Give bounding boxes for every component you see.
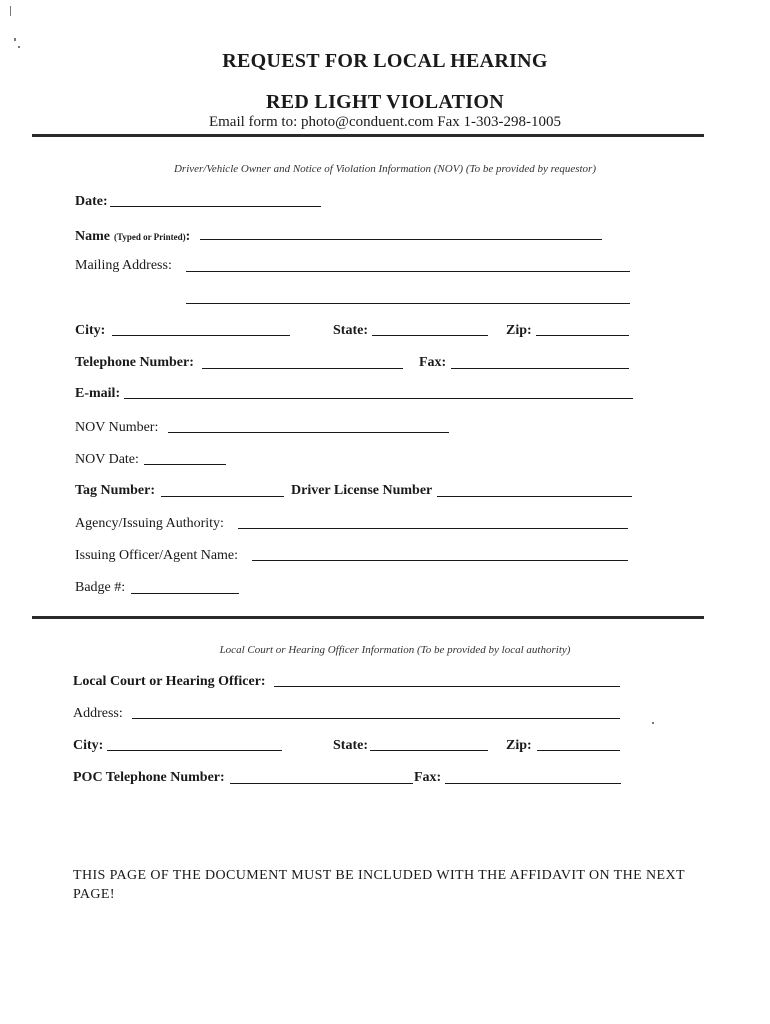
nov-date-label: NOV Date: (75, 452, 139, 467)
section-divider (32, 134, 704, 137)
driver-license-label: Driver License Number (291, 483, 433, 498)
mailing-address-field[interactable] (186, 271, 630, 272)
badge-field[interactable] (131, 593, 239, 594)
email-field[interactable] (124, 398, 633, 399)
court-fax-field[interactable] (445, 783, 621, 784)
state-field[interactable] (372, 335, 488, 336)
contact-line: Email form to: photo@conduent.com Fax 1-303-298-1005 (208, 114, 562, 130)
zip-field[interactable] (536, 335, 629, 336)
name-colon: : (185, 229, 191, 244)
nov-date-field[interactable] (144, 464, 226, 465)
court-state-field[interactable] (370, 750, 488, 751)
date-label: Date: (75, 194, 108, 209)
nov-number-field[interactable] (168, 432, 449, 433)
notice-text: THIS PAGE OF THE DOCUMENT MUST BE INCLUDED WITH THE AFFIDAVIT ON THE NEXT PAGE! (73, 868, 685, 902)
court-label: Local Court or Hearing Officer: (73, 674, 266, 689)
court-field[interactable] (274, 686, 620, 687)
issuing-officer-field[interactable] (252, 560, 628, 561)
badge-label: Badge #: (75, 580, 126, 595)
date-field[interactable] (110, 206, 321, 207)
city-field[interactable] (112, 335, 290, 336)
tag-number-field[interactable] (161, 496, 284, 497)
court-city-label: City: (73, 738, 104, 753)
court-zip-label: Zip: (506, 738, 532, 753)
name-field[interactable] (200, 239, 602, 240)
scan-speck (10, 6, 11, 16)
telephone-label: Telephone Number: (75, 355, 194, 370)
fax-label: Fax: (419, 355, 447, 370)
agency-field[interactable] (238, 528, 628, 529)
tag-number-label: Tag Number: (75, 483, 155, 498)
fax-field[interactable] (451, 368, 629, 369)
court-city-field[interactable] (107, 750, 282, 751)
issuing-officer-label: Issuing Officer/Agent Name: (75, 548, 239, 563)
court-state-label: State: (333, 738, 368, 753)
name-label: Name (75, 229, 110, 244)
name-label-group (75, 227, 190, 245)
scan-speck (652, 722, 654, 724)
poc-telephone-field[interactable] (230, 783, 413, 784)
telephone-field[interactable] (202, 368, 403, 369)
section1-heading: Driver/Vehicle Owner and Notice of Violation Information (NOV) (To be provided by requestor) (173, 163, 596, 175)
name-note: (Typed or Printed) (114, 232, 186, 242)
scan-speck (14, 38, 16, 41)
agency-label: Agency/Issuing Authority: (75, 516, 224, 531)
court-zip-field[interactable] (537, 750, 620, 751)
city-label: City: (75, 323, 106, 338)
court-fax-label: Fax: (414, 770, 442, 785)
nov-number-label: NOV Number: (75, 420, 159, 435)
section2-heading: Local Court or Hearing Officer Information (To be provided by local authority) (219, 644, 571, 656)
scan-speck (18, 46, 20, 48)
email-label: E-mail: (75, 386, 121, 401)
mailing-address-field-2[interactable] (186, 303, 630, 304)
driver-license-field[interactable] (437, 496, 632, 497)
zip-label: Zip: (506, 323, 532, 338)
section-divider (32, 616, 704, 619)
poc-telephone-label: POC Telephone Number: (73, 770, 225, 785)
state-label: State: (333, 323, 368, 338)
address-field[interactable] (132, 718, 620, 719)
mailing-address-label: Mailing Address: (75, 258, 172, 273)
page-subtitle: RED LIGHT VIOLATION (266, 91, 504, 113)
address-label: Address: (73, 706, 123, 721)
page-title: REQUEST FOR LOCAL HEARING (222, 50, 548, 72)
